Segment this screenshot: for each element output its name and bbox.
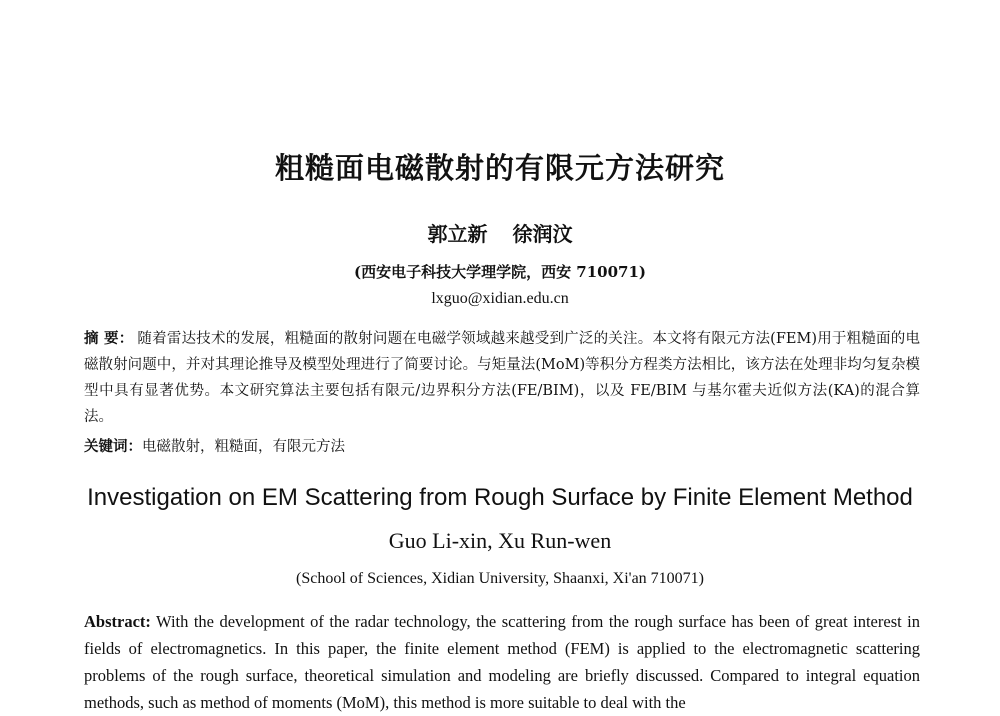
chinese-title: 粗糙面电磁散射的有限元方法研究 [274, 151, 725, 185]
english-title: Investigation on EM Scattering from Rough Surface by Finite Element Method [87, 484, 913, 511]
chinese-keywords-text: 电磁散射，粗糙面，有限元方法 [142, 439, 345, 455]
english-abstract-text: With the development of the radar technology, the scattering from the rough surface has been of great interest in fields of electromagnetics. In this paper, the finite element method (FEM) is applied to the electromagnetic scattering problems of the rough surface, theoretical simulation and modeling are briefly discussed. Compared to integral equation methods, such as method of moments (MoM), this method is more suitable to deal with the [84, 612, 920, 712]
chinese-affiliation: (西安电子科技大学理学院，西安 710071) [353, 263, 647, 281]
chinese-keywords [84, 434, 920, 460]
chinese-abstract-label: 摘 要： [84, 330, 134, 347]
english-affiliation: (School of Sciences, Xidian University, Shaanxi, Xi'an 710071) [296, 570, 704, 587]
english-abstract-label: Abstract: [84, 612, 151, 631]
chinese-keywords-label: 关键词： [84, 438, 142, 455]
chinese-abstract [84, 326, 920, 430]
chinese-authors: 郭立新 徐润汶 [427, 222, 573, 246]
chinese-abstract-text: 随着雷达技术的发展，粗糙面的散射问题在电磁学领域越来越受到广泛的关注。本文将有限元方法(FEM)用于粗糙面的电磁散射问题中，并对其理论推导及模型处理进行了简要讨论。与矩量法(MoM)等积分方程类方法相比，该方法在处理非均匀复杂模型中具有显著优势。本文研究算法主要包括有限元/边界积分方法(FE/BIM)，以及 FE/BIM 与基尔霍夫近似方法(KA)的混合算法。 [84, 331, 920, 425]
author-email: lxguo@xidian.edu.cn [431, 290, 569, 307]
english-authors: Guo Li-xin, Xu Run-wen [388, 528, 612, 553]
english-abstract [84, 608, 920, 716]
